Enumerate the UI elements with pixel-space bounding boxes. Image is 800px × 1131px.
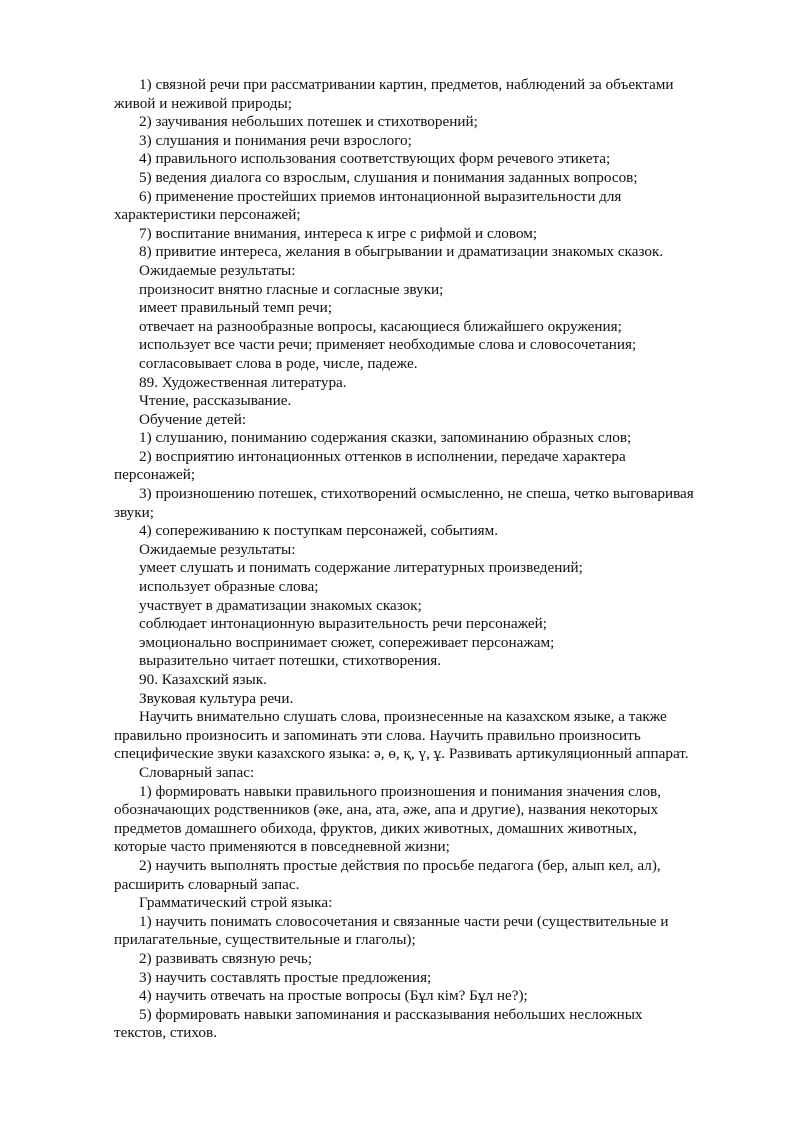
text-line: расширить словарный запас. xyxy=(114,875,300,893)
text-line: прилагательные, существительные и глаголы); xyxy=(114,931,416,949)
text-line: Обучение детей: xyxy=(139,410,247,428)
text-line: 6) применение простейших приемов интонационной выразительности для xyxy=(139,187,622,205)
text-line: Словарный запас: xyxy=(139,763,255,781)
text-line: звуки; xyxy=(114,503,154,521)
text-line: обозначающих родственников (әке, ана, ата, әже, апа и другие), названия некоторых xyxy=(114,801,659,819)
text-line: предметов домашнего обихода, фруктов, диких животных, домашних животных, xyxy=(114,819,637,837)
text-line: 4) научить отвечать на простые вопросы (Бұл кім? Бұл не?); xyxy=(139,987,528,1005)
text-line: Ожидаемые результаты: xyxy=(139,540,296,558)
text-line: 2) научить выполнять простые действия по просьбе педагога (бер, алып кел, ал), xyxy=(139,856,661,874)
text-line: 7) воспитание внимания, интереса к игре с рифмой и словом; xyxy=(139,224,538,242)
text-line: характеристики персонажей; xyxy=(114,206,301,224)
text-line: которые часто применяются в повседневной жизни; xyxy=(114,838,450,856)
text-line: 3) произношению потешек, стихотворений осмысленно, не спеша, четко выговаривая xyxy=(139,485,694,503)
text-line: 5) формировать навыки запоминания и рассказывания небольших несложных xyxy=(139,1005,643,1023)
text-line: 3) научить составлять простые предложения; xyxy=(139,968,432,986)
text-line: согласовывает слова в роде, числе, падеже. xyxy=(139,354,418,372)
text-line: выразительно читает потешки, стихотворения. xyxy=(139,652,442,670)
text-line: текстов, стихов. xyxy=(114,1024,217,1042)
text-line: 2) заучивания небольших потешек и стихотворений; xyxy=(139,113,478,131)
text-line: эмоционально воспринимает сюжет, сопереживает персонажам; xyxy=(139,633,555,651)
text-line: Научить внимательно слушать слова, произнесенные на казахском языке, а также xyxy=(139,708,667,726)
text-line: 5) ведения диалога со взрослым, слушания и понимания заданных вопросов; xyxy=(139,168,638,186)
text-line: умеет слушать и понимать содержание литературных произведений; xyxy=(139,559,583,577)
text-line: использует все части речи; применяет необходимые слова и словосочетания; xyxy=(139,336,637,354)
text-line: Ожидаемые результаты: xyxy=(139,261,296,279)
text-line: специфические звуки казахского языка: ә, ө, қ, ү, ұ. Развивать артикуляционный аппарат. xyxy=(114,745,689,763)
text-line: 3) слушания и понимания речи взрослого; xyxy=(139,131,412,149)
text-line: использует образные слова; xyxy=(139,578,319,596)
text-line: 1) научить понимать словосочетания и связанные части речи (существительные и xyxy=(139,912,669,930)
text-line: 1) формировать навыки правильного произношения и понимания значения слов, xyxy=(139,782,662,800)
text-line: соблюдает интонационную выразительность речи персонажей; xyxy=(139,615,547,633)
text-line: 2) восприятию интонационных оттенков в исполнении, передаче характера xyxy=(139,447,626,465)
text-line: 2) развивать связную речь; xyxy=(139,949,313,967)
text-line: отвечает на разнообразные вопросы, касающиеся ближайшего окружения; xyxy=(139,317,622,335)
text-line: правильно произносить и запоминать эти слова. Научить правильно произносить xyxy=(114,726,641,744)
text-line: Грамматический строй языка: xyxy=(139,894,333,912)
text-line: 4) сопереживанию к поступкам персонажей, событиям. xyxy=(139,522,499,540)
text-line: Чтение, рассказывание. xyxy=(139,392,292,410)
text-line: 4) правильного использования соответствующих форм речевого этикета; xyxy=(139,150,611,168)
text-line: 8) привитие интереса, желания в обыгрывании и драматизации знакомых сказок. xyxy=(139,243,664,261)
document-body xyxy=(114,76,746,1043)
text-line: 89. Художественная литература. xyxy=(139,373,347,391)
text-line: 1) слушанию, пониманию содержания сказки, запоминанию образных слов; xyxy=(139,429,632,447)
text-line: персонажей; xyxy=(114,466,196,484)
text-line: 90. Казахский язык. xyxy=(139,671,267,688)
text-line: участвует в драматизации знакомых сказок; xyxy=(139,596,422,614)
text-line: имеет правильный темп речи; xyxy=(139,299,333,317)
text-line: живой и неживой природы; xyxy=(114,94,292,112)
text-line: Звуковая культура речи. xyxy=(139,689,294,707)
text-line: произносит внятно гласные и согласные звуки; xyxy=(139,280,444,298)
text-line: 1) связной речи при рассматривании картин, предметов, наблюдений за объектами xyxy=(139,76,674,93)
